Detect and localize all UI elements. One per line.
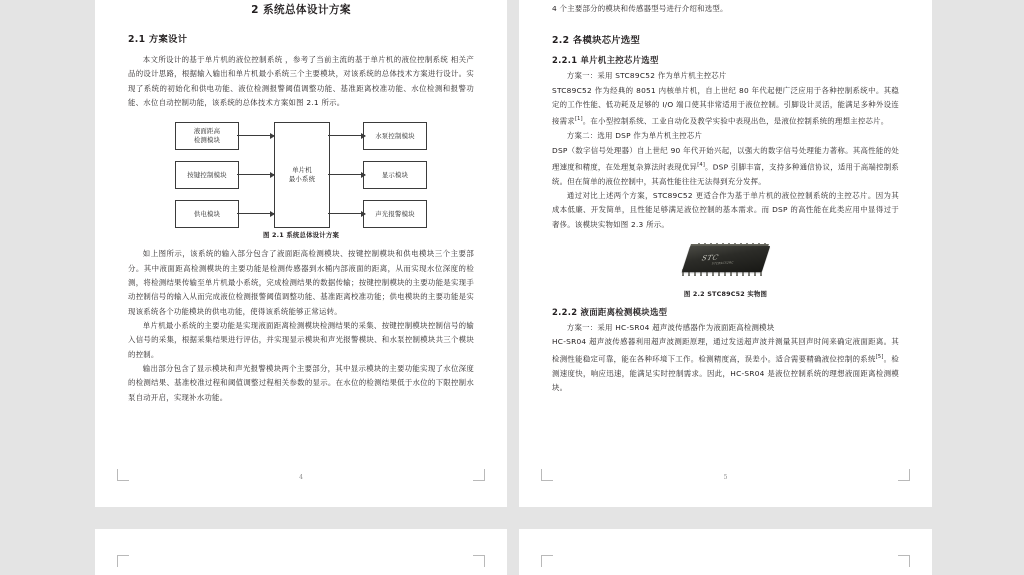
paragraph-scheme-comparison: 通过对比上述两个方案，STC89C52 更适合作为基于单片机的液位控制系统的主控芯片。因为其成本低廉、开发简单，且性能足够满足液位控制的基本需求。而 DSP 的高性能在此类应用中显得过于奢侈。该模块实物如图 2.3 所示。 [552,191,899,229]
document-page-5[interactable] [519,0,932,507]
paragraph-input-modules: 如上图所示，该系统的输入部分包含了液面距高检测模块、按键控制模块和供电模块三个主要部分。其中液面距高检测模块的主要功能是检测传感器到水桶内部液面的距离，从而实现水位深度的检测，将检测结果传输至单片机最小系统，完成检测结果的数据传输；按键控制模块的主要功能是实现手动控制信号的输入从而完成液位检测报警阈值调整功能、基准距离校准功能；供电模块的主要功能是实现该系统各个功能模块的供电功能，使得该系统能够正常运转。 [128,249,474,316]
diagram-arrow-out-3 [328,213,365,214]
diagram-box-output-2-label: 显示模块 [381,170,409,179]
diagram-arrow-in-1 [237,135,274,136]
citation-marker-4: [4] [697,161,706,168]
paragraph-output-modules: 输出部分包含了显示模块和声光报警模块两个主要部分，其中显示模块的主要功能实现了水位深度的检测结果、基准校准过程和阈值调整过程相关参数的显示。在水位的检测结果低于水位的下限控制水泵自动开启，实现补水功能。 [128,364,474,402]
diagram-box-mcu-label: 单片机 最小系统 [288,166,316,184]
paragraph-scheme-1-heading: 方案一：采用 STC89C52 作为单片机主控芯片 [566,71,727,81]
diagram-box-output-1 [363,122,427,150]
subsection-title-2-2-2: 2.2.2 液面距离检测模块选型 [552,307,668,318]
paragraph-sensor-scheme-1-heading: 方案一：采用 HC-SR04 超声波传感器作为液面距高检测模块 [566,323,775,333]
figure-2-2-caption: 图 2.2 STC89C52 实物图 [683,290,768,299]
diagram-box-output-3 [363,200,427,228]
diagram-box-input-1-label: 液面距高 检测模块 [193,127,221,145]
figure-2-2 [552,242,899,286]
chapter-title: 2 系统总体设计方案 [251,4,351,16]
paragraph-scheme-1-body [552,84,899,130]
subsection-title-2-2-1: 2.2.1 单片机主控芯片选型 [552,55,659,66]
diagram-arrow-out-2 [328,174,365,175]
crop-mark-top-left [541,555,553,567]
document-page-4[interactable] [95,0,507,507]
chip-brand-label: STC [700,253,720,263]
page-number-left: 4 [299,474,303,481]
paragraph-2-1-intro: 本文所设计的基于单片机的液位控制系统 ，参考了当前主流的基于单片机的液位控制系统 相关产品的设计思路，根据输入输出和单片机最小系统三个主要模块，对该系统的总体技术方案进行设计。实现了系统的初始化和供电功能、液位检测报警阈值调整功能、基准距离校准功能、水位检测和报警功能、水位自动控制功能，该系统的总体技术方案如图 2.1 所示。 [128,55,474,108]
diagram-box-input-2-label: 按键控制模块 [187,170,227,179]
diagram-arrow-in-3 [237,213,274,214]
document-page-next-right[interactable] [519,529,932,575]
chip-body [681,246,769,272]
scheme-2-body-text: DSP（数字信号处理器）自上世纪 90 年代开始兴起，以强大的数字信号处理能力著称。其高性能的处理速度和精度，在处理复杂算法时表现优异 [552,145,899,172]
paragraph-mcu-core: 单片机最小系统的主要功能是实现液面距离检测模块检测结果的采集、按键控制模块控制信号的输入信号的采集，根据采集结果进行评估，并实现显示模块和声光报警模块、和水泵控制模块共三个模块的控制。 [128,321,474,359]
paragraph-sensor-scheme-1-body [552,335,899,395]
scheme-1-body-tail: 。在小型控制系统、工业自动化及教学实验中表现出色，是液位控制系统的理想主控芯片。 [582,116,889,126]
chip-photo-stc89c52 [672,242,780,286]
diagram-box-mcu [274,122,330,228]
figure-2-1-caption: 图 2.1 系统总体设计方案 [262,231,340,240]
chip-part-number-label: STC89C52RC [710,260,734,266]
diagram-box-output-3-label: 声光报警模块 [375,209,415,218]
figure-2-1 [128,122,474,226]
document-page-next-left[interactable] [95,529,507,575]
diagram-box-input-3 [175,200,239,228]
diagram-box-input-1 [175,122,239,150]
sensor-body-tail: 。检测速度快，响应迅速，能满足实时控制需求。因此，HC-SR04 是液位控制系统的理想液面距离检测模块。 [552,354,899,392]
diagram-box-output-1-label: 水泵控制模块 [375,131,415,140]
citation-marker-1: [1] [574,116,583,123]
block-diagram [175,122,427,226]
crop-mark-top-right [898,555,910,567]
diagram-arrow-in-2 [237,174,274,175]
diagram-box-input-2 [175,161,239,189]
crop-mark-top-left [117,555,129,567]
sensor-body-text: HC-SR04 超声波传感器利用超声波测距原理，通过发送超声波并测量其回声时间来确定液面距离。其检测性能稳定可靠，能在各种环境下工作。检测精度高，误差小。适合需要精确液位控制的系统 [552,337,899,364]
section-title-2-1: 2.1 方案设计 [128,34,188,45]
scheme-2-body-tail: 。DSP 引脚丰富，支持多种通信协议，适用于高端控制系统。但在简单的液位控制中，其高性能往往无法得到充分发挥。 [552,162,899,186]
paragraph-top-fragment: 4 个主要部分的模块和传感器型号进行介绍和选型。 [552,4,728,13]
paragraph-scheme-2-heading: 方案二：选用 DSP 作为单片机主控芯片 [566,131,703,141]
crop-mark-top-right [473,555,485,567]
paragraph-scheme-2-body [552,144,899,190]
diagram-box-input-3-label: 供电模块 [193,209,221,218]
diagram-arrow-out-1 [328,135,365,136]
section-title-2-2: 2.2 各模块芯片选型 [552,35,641,47]
page-number-right: 5 [723,474,728,481]
scheme-1-body-text: STC89C52 作为经典的 8051 内核单片机，自上世纪 80 年代起便广泛应用于各种控制系统中。其稳定的工作性能、低功耗及足够的 I/O 端口使其非常适用于液位控制。引脚设计灵活，能满足多种外设连接需求 [552,85,899,126]
diagram-box-output-2 [363,161,427,189]
citation-marker-5: [5] [875,353,884,360]
